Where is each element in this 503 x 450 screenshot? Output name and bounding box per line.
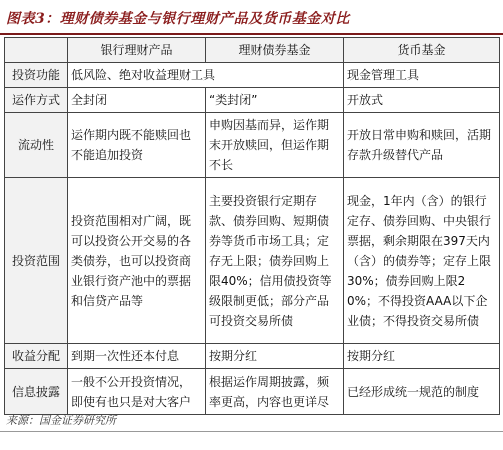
cell-bond: 申购因基而异，运作期末开放赎回，但运作期不长 — [206, 113, 344, 178]
row-label: 流动性 — [5, 113, 68, 178]
cell-money: 现金，1年内（含）的银行定存、债券回购、中央银行票据，剩余期限在397天内（含）的债券等；定存上限30%；债券回购上限20%；不得投资AAA以下企业债；不得投资交易所债 — [344, 178, 500, 344]
header-money-funds: 货币基金 — [344, 38, 500, 63]
row-label: 信息披露 — [5, 369, 68, 415]
header-bond-funds: 理财债券基金 — [206, 38, 344, 63]
cell-bond: 主要投资银行定期存款、债券回购、短期债券等货币市场工具；定存无上限；债券回购上限40%；信用债投资等级限制更低；部分产品可投资交易所债 — [206, 178, 344, 344]
comparison-table — [4, 37, 500, 415]
row-label: 运作方式 — [5, 88, 68, 113]
table-row — [5, 88, 500, 113]
source-note: 来源：国金证券研究所 — [6, 414, 116, 427]
cell-bank: 全封闭 — [68, 88, 206, 113]
cell-bank: 到期一次性还本付息 — [68, 344, 206, 369]
table-row — [5, 178, 500, 344]
row-label: 投资功能 — [5, 63, 68, 88]
cell-money: 现金管理工具 — [344, 63, 500, 88]
row-label: 收益分配 — [5, 344, 68, 369]
bottom-divider — [0, 431, 503, 432]
header-blank — [5, 38, 68, 63]
cell-bond: “类封闭” — [206, 88, 344, 113]
figure-title-bar — [0, 0, 503, 35]
row-label: 投资范围 — [5, 178, 68, 344]
cell-bank: 低风险、绝对收益理财工具 — [68, 63, 344, 88]
table-row — [5, 113, 500, 178]
cell-bank: 一般不公开投资情况，即使有也只是对大客户 — [68, 369, 206, 415]
cell-money: 开放日常申购和赎回，活期存款升级替代产品 — [344, 113, 500, 178]
figure-title: 图表3：理财债券基金与银行理财产品及货币基金对比 — [6, 11, 350, 27]
table-row — [5, 63, 500, 88]
cell-bank: 投资范围相对广阔，既可以投资公开交易的各类债券，也可以投资商业银行资产池中的票据和信贷产品等 — [68, 178, 206, 344]
cell-money: 按期分红 — [344, 344, 500, 369]
cell-bond: 根据运作周期披露，频率更高，内容也更详尽 — [206, 369, 344, 415]
table-header-row — [5, 38, 500, 63]
cell-bond: 按期分红 — [206, 344, 344, 369]
cell-money: 已经形成统一规范的制度 — [344, 369, 500, 415]
header-bank-products: 银行理财产品 — [68, 38, 206, 63]
table-row — [5, 369, 500, 415]
cell-bank: 运作期内既不能赎回也不能追加投资 — [68, 113, 206, 178]
cell-money: 开放式 — [344, 88, 500, 113]
table-row — [5, 344, 500, 369]
